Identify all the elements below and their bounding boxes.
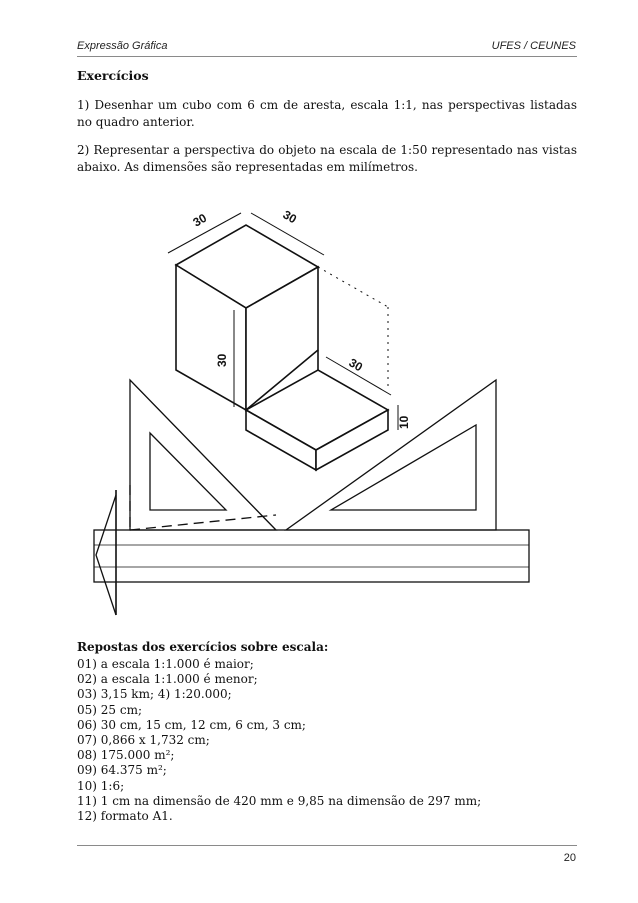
dim-step-depth: 30 — [346, 355, 366, 375]
answer-item: 06) 30 cm, 15 cm, 12 cm, 6 cm, 3 cm; — [77, 717, 306, 732]
dim-step-height: 10 — [397, 415, 411, 429]
header-rule — [77, 56, 577, 57]
object-outline — [176, 225, 388, 470]
answer-item: 09) 64.375 m²; — [77, 763, 167, 778]
running-header-right: UFES / CEUNES — [491, 40, 576, 52]
answer-item: 03) 3,15 km; 4) 1:20.000; — [77, 687, 232, 702]
section-title: Exercícios — [77, 68, 149, 83]
answer-item: 07) 0,866 x 1,732 cm; — [77, 733, 210, 748]
answer-item: 12) formato A1. — [77, 809, 173, 824]
answer-item: 01) a escala 1:1.000 é maior; — [77, 657, 254, 671]
exercise-1: 1) Desenhar um cubo com 6 cm de aresta, escala 1:1, nas perspectivas listadas no quadro anterior. — [77, 98, 577, 129]
running-header-left: Expressão Gráfica — [77, 40, 168, 52]
footer-rule — [77, 845, 577, 846]
answers-list — [77, 657, 481, 824]
t-square-ruler — [94, 490, 529, 615]
dim-top-right: 30 — [280, 207, 300, 227]
dim-top-left: 30 — [190, 210, 210, 230]
dim-vertical: 30 — [215, 353, 229, 367]
answer-item: 05) 25 cm; — [77, 702, 142, 717]
answer-item: 10) 1:6; — [77, 778, 125, 793]
answer-item: 08) 175.000 m²; — [77, 748, 175, 763]
answer-item: 11) 1 cm na dimensão de 420 mm e 9,85 na dimensão de 297 mm; — [77, 793, 482, 808]
exercise-2: 2) Representar a perspectiva do objeto na escala de 1:50 representado nas vistas abaixo. As dimensões são representadas em milímetros. — [77, 143, 577, 174]
answers-title: Repostas dos exercícios sobre escala: — [77, 640, 329, 654]
answer-item: 02) a escala 1:1.000 é menor; — [77, 672, 258, 687]
page-number: 20 — [563, 852, 576, 864]
isometric-figure — [86, 185, 546, 625]
